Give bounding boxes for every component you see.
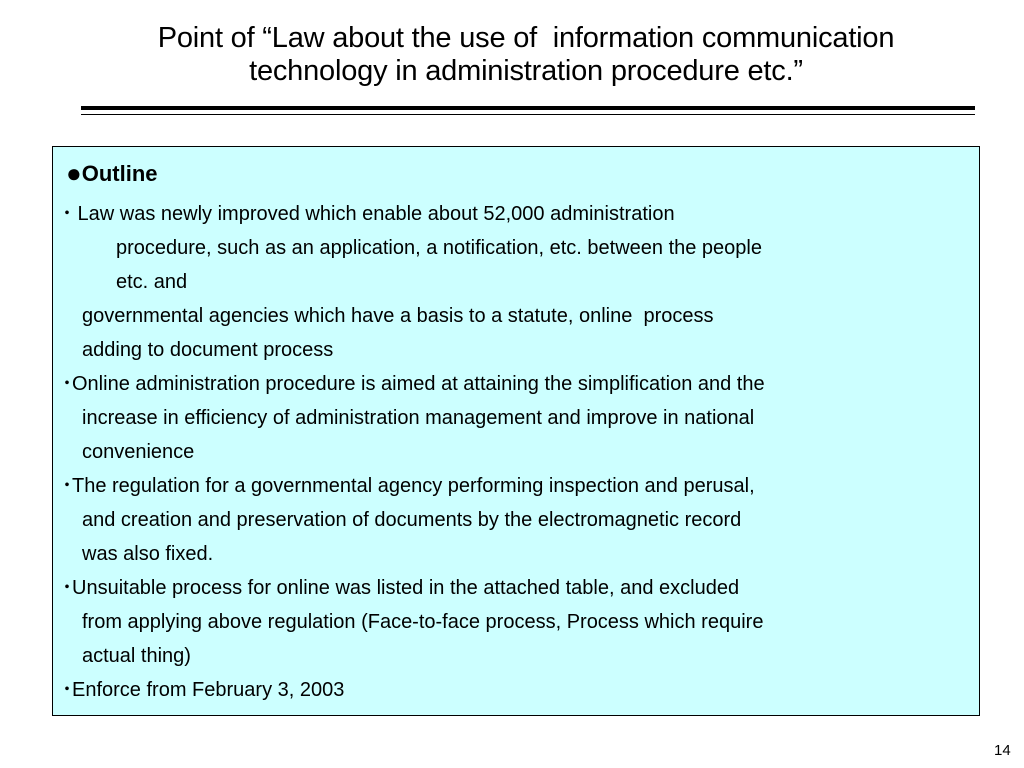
title-divider-thick — [81, 106, 975, 110]
bullet-text-line: was also fixed. — [82, 543, 214, 565]
filled-circle-bullet-icon: ● — [66, 158, 82, 188]
bullet-text-line: increase in efficiency of administration management and improve in national — [82, 407, 755, 429]
bullet-text-line: ･Enforce from February 3, 2003 — [62, 679, 345, 701]
bullet-text-line: convenience — [82, 441, 195, 463]
bullet-text-line: ･Online administration procedure is aimed at attaining the simplification and the — [62, 373, 765, 395]
outline-heading-label: Outline — [81, 161, 158, 186]
bullet-text-line: governmental agencies which have a basis to a statute, online process — [82, 305, 714, 327]
bullet-text-line: etc. and — [116, 271, 188, 293]
outline-bullet-item — [62, 571, 972, 673]
slide-title — [0, 22, 1024, 88]
outline-bullet-item — [62, 673, 972, 707]
bullet-text-line: ･Unsuitable process for online was listed in the attached table, and excluded — [62, 577, 740, 599]
page-number: 14 — [994, 742, 1011, 759]
bullet-text-line: and creation and preservation of documents by the electromagnetic record — [82, 509, 742, 531]
bullet-text-line: actual thing) — [82, 645, 191, 667]
slide-title-line-2: technology in administration procedure etc.” — [249, 55, 803, 87]
bullet-text-line: ･The regulation for a governmental agency performing inspection and perusal, — [62, 475, 755, 497]
outline-bullet-list — [62, 197, 972, 707]
outline-bullet-item — [62, 367, 972, 469]
bullet-text-line: ･ Law was newly improved which enable about 52,000 administration — [62, 203, 675, 225]
bullet-text-line: from applying above regulation (Face-to-face process, Process which require — [82, 611, 764, 633]
slide-title-line-1: Point of “Law about the use of information communication — [157, 22, 895, 54]
outline-bullet-item — [62, 469, 972, 571]
bullet-text-line: procedure, such as an application, a notification, etc. between the people — [116, 237, 762, 259]
bullet-text-line: adding to document process — [82, 339, 334, 361]
outline-heading — [66, 158, 158, 188]
outline-bullet-item — [62, 197, 972, 367]
title-divider-thin — [81, 114, 975, 115]
